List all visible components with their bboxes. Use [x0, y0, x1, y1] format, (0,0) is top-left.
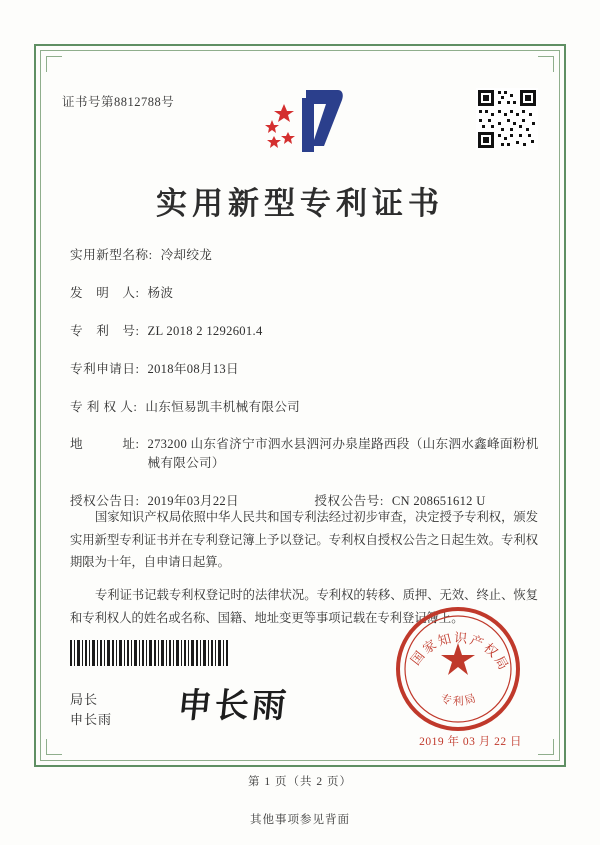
signatory-name: 申长雨: [70, 711, 113, 727]
barcode: [70, 640, 230, 666]
field-row-utility-model-name: [70, 246, 540, 265]
footer-note: 其他事项参见背面: [250, 814, 350, 826]
field-label: 专 利 号:: [70, 323, 140, 338]
field-label: 专 利 权 人:: [70, 399, 138, 414]
field-label: 发 明 人:: [70, 285, 140, 300]
svg-text:国家知识产权局: 国家知识产权局: [408, 631, 512, 675]
legal-paragraph-2: 专利证书记载专利权登记时的法律状况。专利权的转移、质押、无效、终止、恢复和专利权人的姓名或名称、国籍、地址变更等事项记载在专利登记簿上。: [70, 588, 538, 625]
field-row-inventor: [70, 284, 540, 303]
svg-text:专利局: 专利局: [439, 690, 480, 708]
corner-ornament-top-right: [538, 56, 554, 72]
seal-date: 2019 年 03 月 22 日: [419, 736, 522, 748]
field-value: 273200 山东省济宁市泗水县泗河办泉崖路西段（山东泗水鑫峰面粉机械有限公司）: [147, 437, 539, 471]
qr-code-icon: [476, 88, 538, 150]
page-title: 实用新型专利证书: [156, 186, 444, 222]
signatory-block: [70, 690, 112, 729]
handwritten-signature: 申长雨: [175, 686, 291, 726]
certificate-number: 证书号第8812788号: [62, 95, 175, 109]
field-row-address: [70, 435, 540, 473]
field-label: 授权公告号:: [314, 494, 384, 509]
field-list: [70, 246, 540, 527]
field-value: ZL 2018 2 1292601.4: [147, 323, 263, 338]
official-seal: [394, 605, 522, 733]
field-label: 授权公告日:: [70, 494, 140, 509]
field-row-application-date: [70, 360, 540, 379]
field-value: 2018年08月13日: [147, 361, 239, 376]
corner-ornament-bottom-left: [46, 739, 62, 755]
field-row-patentee: [70, 398, 540, 417]
field-label: 地 址:: [70, 437, 140, 452]
field-value: CN 208651612 U: [391, 494, 486, 509]
field-row-patent-number: [70, 322, 540, 341]
patent-emblem-icon: [262, 84, 348, 160]
field-label: 实用新型名称:: [70, 248, 153, 262]
field-label: 专利申请日:: [70, 361, 140, 376]
corner-ornament-top-left: [46, 56, 62, 72]
signatory-role: 局长: [70, 692, 99, 707]
field-value: 冷却绞龙: [160, 248, 213, 262]
field-value: 杨波: [147, 285, 174, 300]
field-value: 2019年03月22日: [147, 494, 239, 509]
page-number: 第 1 页（共 2 页）: [248, 776, 352, 788]
legal-paragraph-1: 国家知识产权局依照中华人民共和国专利法经过初步审查，决定授予专利权，颁发实用新型专利证书并在专利登记簿上予以登记。专利权自授权公告之日起生效。专利权期限为十年，自申请日起算。: [70, 510, 538, 570]
field-value: 山东恒易凯丰机械有限公司: [145, 399, 301, 414]
corner-ornament-bottom-right: [538, 739, 554, 755]
